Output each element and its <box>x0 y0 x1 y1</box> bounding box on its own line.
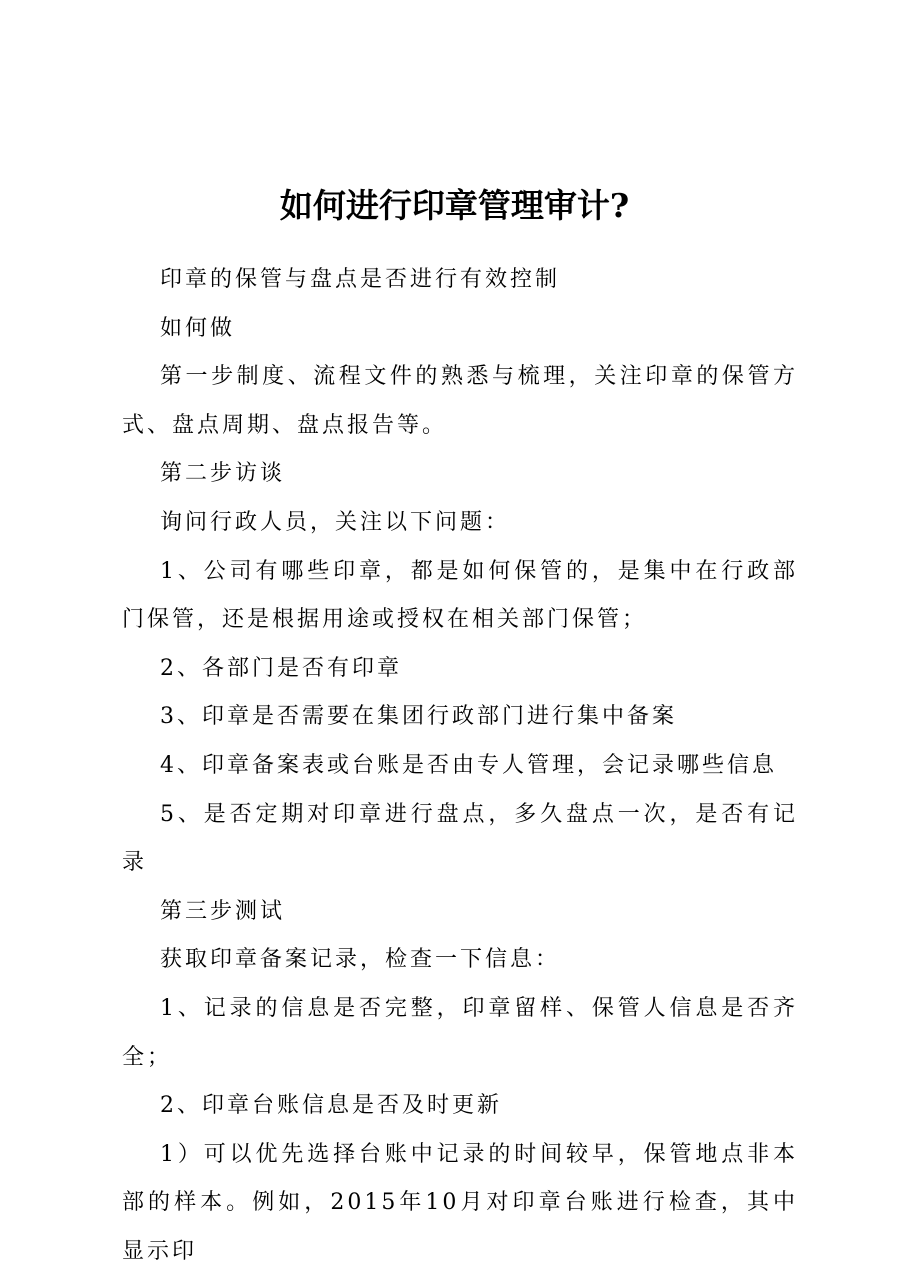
paragraph-sample-example: 1）可以优先选择台账中记录的时间较早，保管地点非本部的样本。例如，2015年10月对印章台账进行检查，其中显示印 <box>122 1141 798 1264</box>
paragraph-question-2: 2、各部门是否有印章 <box>160 655 402 681</box>
paragraph-question-4: 4、印章备案表或台账是否由专人管理，会记录哪些信息 <box>160 752 777 778</box>
paragraph-question-5: 5、是否定期对印章进行盘点，多久盘点一次，是否有记录 <box>122 801 798 876</box>
paragraph-control-question: 印章的保管与盘点是否进行有效控制 <box>160 267 561 292</box>
paragraph-how-to: 如何做 <box>160 315 236 341</box>
paragraph-interview-intro: 询问行政人员，关注以下问题： <box>160 509 511 535</box>
paragraph-check-1: 1、记录的信息是否完整，印章留样、保管人信息是否齐全； <box>122 995 798 1070</box>
paragraph-step-one: 第一步制度、流程文件的熟悉与梳理，关注印章的保管方式、盘点周期、盘点报告等。 <box>122 364 798 438</box>
paragraph-check-2: 2、印章台账信息是否及时更新 <box>160 1093 502 1119</box>
document-body <box>122 256 798 1276</box>
paragraph-step-two: 第二步访谈 <box>160 461 286 487</box>
paragraph-question-3: 3、印章是否需要在集团行政部门进行集中备案 <box>160 704 677 730</box>
document-title: 如何进行印章管理审计? <box>279 186 630 225</box>
paragraph-question-1: 1、公司有哪些印章，都是如何保管的，是集中在行政部门保管，还是根据用途或授权在相关部门保管； <box>122 558 798 633</box>
paragraph-test-intro: 获取印章备案记录，检查一下信息： <box>160 947 561 973</box>
paragraph-step-three: 第三步测试 <box>160 898 286 924</box>
